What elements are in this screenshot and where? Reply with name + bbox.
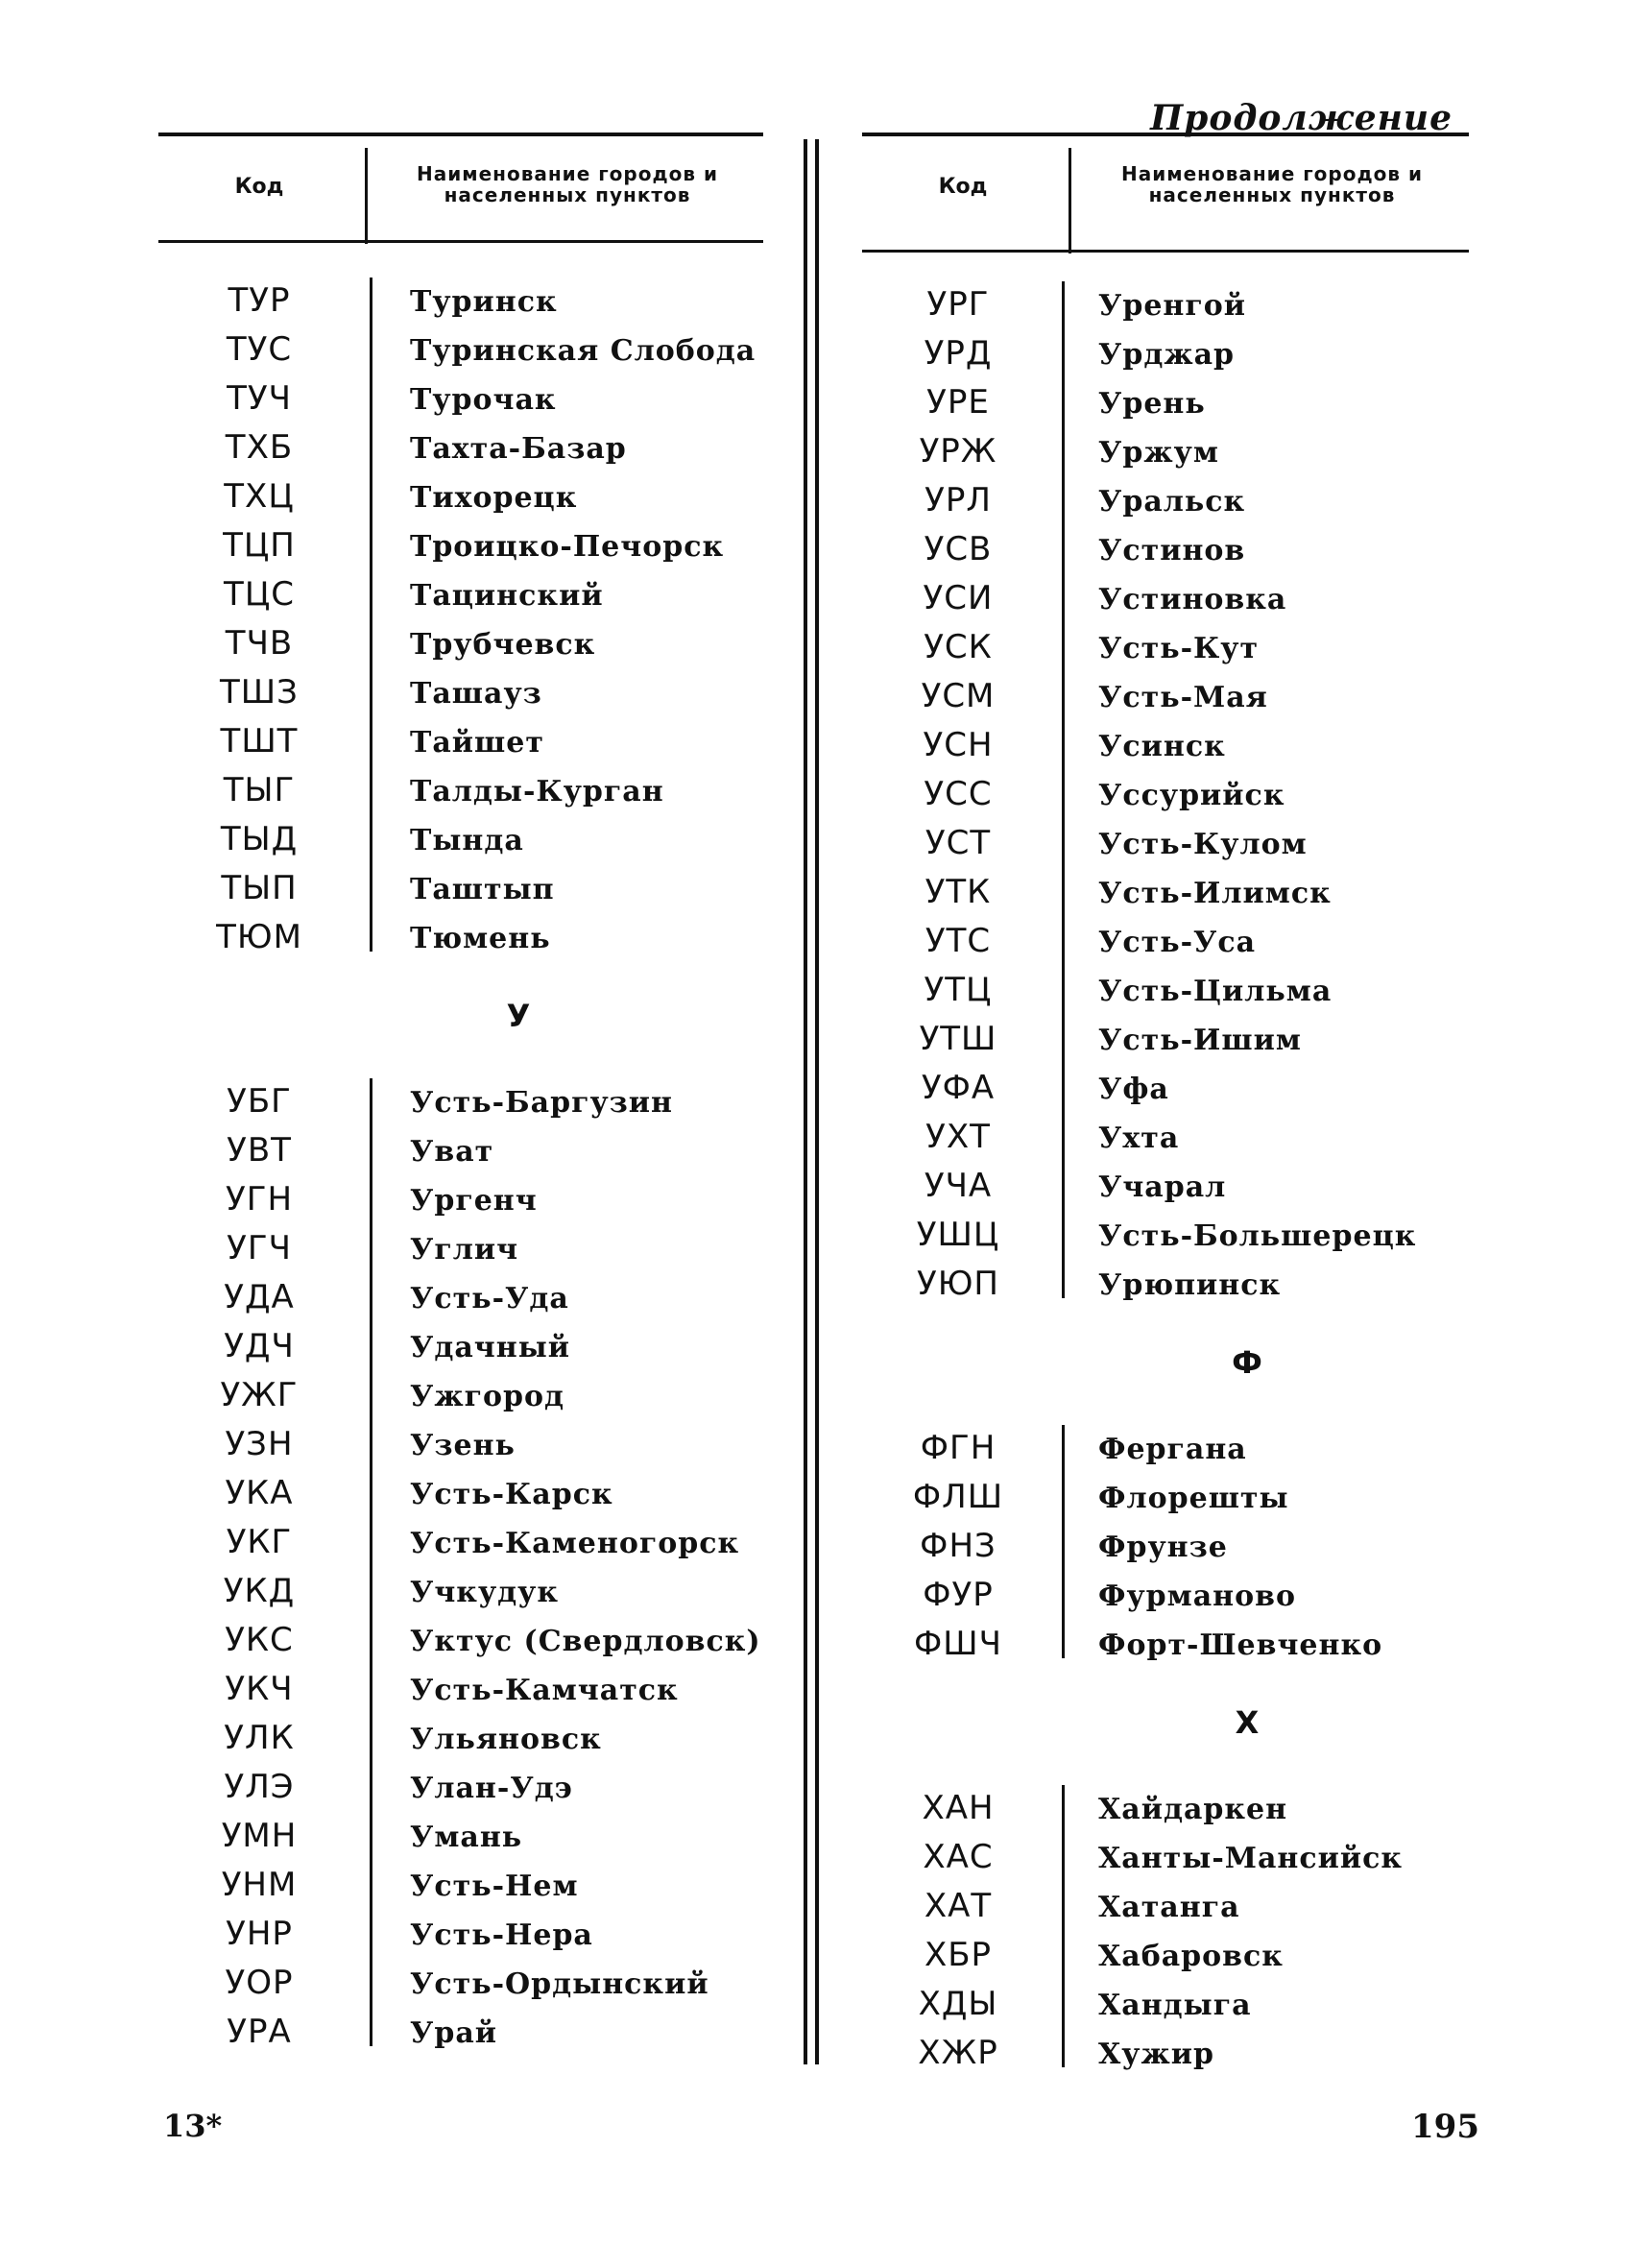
- city-code: УСТ: [925, 824, 992, 862]
- city-code: УКА: [225, 1474, 294, 1512]
- table-row: [158, 1073, 763, 1122]
- table-row: [862, 569, 1469, 618]
- table-row: [862, 1157, 1469, 1206]
- table-row: [158, 1170, 763, 1219]
- city-code: УСМ: [921, 677, 996, 715]
- table-row: [862, 1975, 1469, 2024]
- city-code: ТЫД: [220, 820, 299, 858]
- continuation-label: Продолжение: [1150, 98, 1453, 138]
- table-row: [862, 520, 1469, 569]
- table-row: [158, 761, 763, 810]
- name-header-line2: населенных пунктов: [444, 183, 691, 206]
- table-row: [158, 1122, 763, 1170]
- table-row: [862, 276, 1469, 325]
- city-name: Урень: [1098, 387, 1206, 421]
- city-code: УСС: [924, 775, 993, 813]
- city-code: ТУС: [226, 330, 293, 369]
- city-code: УЧА: [924, 1167, 993, 1205]
- city-name: Трубчевск: [410, 628, 596, 662]
- city-name: Форт-Шевченко: [1098, 1629, 1383, 1662]
- city-name: Хатанга: [1098, 1891, 1240, 1924]
- section-heading: [862, 1304, 1469, 1419]
- city-code: ХЖР: [918, 2034, 998, 2072]
- city-code: ХАС: [923, 1838, 994, 1876]
- table-row: [862, 1877, 1469, 1926]
- city-code: УГН: [225, 1180, 294, 1218]
- city-name: Талды-Курган: [410, 775, 664, 808]
- city-code: УНМ: [221, 1866, 298, 1904]
- city-name: Уктус (Свердловск): [410, 1625, 761, 1658]
- city-code: УСВ: [924, 530, 993, 568]
- table-row: [158, 859, 763, 908]
- section-letter: У: [506, 998, 531, 1034]
- table-row: [862, 1615, 1469, 1664]
- code-column-header: Код: [234, 175, 284, 199]
- table-row: [158, 419, 763, 468]
- city-code: ТУР: [228, 281, 291, 320]
- city-code: УРЖ: [919, 432, 997, 470]
- table-row: [158, 566, 763, 615]
- city-name: Тюмень: [410, 922, 551, 955]
- city-name: Усть-Уса: [1098, 926, 1257, 959]
- left-rows: [158, 243, 763, 2052]
- city-code: ХАТ: [924, 1887, 993, 1925]
- table-row: [862, 667, 1469, 716]
- table-row: [158, 1611, 763, 1660]
- section-letter: Х: [1235, 1704, 1260, 1741]
- table-row: [158, 272, 763, 321]
- city-name: Ташауз: [410, 677, 542, 711]
- city-name: Хужир: [1098, 2038, 1215, 2071]
- table-row: [862, 422, 1469, 471]
- city-code: УКС: [225, 1621, 294, 1659]
- city-name: Усть-Кут: [1098, 632, 1260, 665]
- table-row: [862, 1517, 1469, 1566]
- city-code: ФУР: [923, 1576, 994, 1614]
- city-name: Фурманово: [1098, 1580, 1296, 1613]
- city-code: УЖГ: [220, 1376, 299, 1414]
- city-name: Хабаровск: [1098, 1940, 1284, 1973]
- city-name: Тайшет: [410, 726, 544, 760]
- city-code: УДА: [224, 1278, 295, 1316]
- table-row: [158, 1415, 763, 1464]
- city-code: ХБР: [924, 1936, 993, 1974]
- city-code: УФА: [921, 1069, 996, 1107]
- city-name: Удачный: [410, 1331, 571, 1364]
- city-code: ФНЗ: [920, 1527, 997, 1565]
- table-row: [158, 810, 763, 859]
- table-row: [862, 2024, 1469, 2073]
- city-code: УДЧ: [224, 1327, 295, 1365]
- city-code: ТХЦ: [224, 477, 295, 516]
- city-code: УРГ: [926, 285, 990, 324]
- city-name: Троицко-Печорск: [410, 530, 725, 564]
- entry-group: [158, 1073, 763, 2052]
- table-row: [158, 1219, 763, 1268]
- table-row: [158, 1317, 763, 1366]
- city-code: ТШТ: [220, 722, 299, 760]
- name-column-header: [372, 163, 763, 205]
- code-column-header: Код: [938, 175, 988, 199]
- city-name: Турочак: [410, 383, 557, 417]
- table-row: [862, 863, 1469, 912]
- city-name: Туринск: [410, 285, 558, 319]
- table-row: [158, 664, 763, 712]
- city-name: Усть-Цильма: [1098, 975, 1333, 1008]
- city-name: Урджар: [1098, 338, 1236, 372]
- table-row: [862, 1010, 1469, 1059]
- table-row: [158, 1807, 763, 1856]
- table-row: [862, 1779, 1469, 1828]
- city-name: Ухта: [1098, 1122, 1180, 1155]
- city-code: УТС: [925, 922, 992, 960]
- city-name: Узень: [410, 1429, 516, 1462]
- table-row: [158, 1856, 763, 1905]
- city-code: УРА: [227, 2013, 292, 2051]
- city-name: Ургенч: [410, 1184, 538, 1218]
- signature-mark: 13*: [163, 2108, 223, 2144]
- city-code: ТЫГ: [223, 771, 296, 809]
- city-code: ТЫП: [221, 869, 298, 907]
- city-name: Ханты-Мансийск: [1098, 1842, 1404, 1875]
- table-row: [862, 1468, 1469, 1517]
- section-letter: Ф: [1232, 1344, 1262, 1381]
- city-code: УХТ: [925, 1118, 991, 1156]
- city-code: УМН: [221, 1817, 298, 1855]
- table-row: [862, 1419, 1469, 1468]
- city-code: ФЛШ: [912, 1478, 1004, 1516]
- name-header-line2: населенных пунктов: [1148, 183, 1396, 206]
- city-code: ХДЫ: [918, 1985, 998, 2023]
- city-code: УКД: [223, 1572, 296, 1610]
- city-name: Ульяновск: [410, 1723, 602, 1756]
- table-row: [158, 1905, 763, 1954]
- city-name: Усть-Камчатск: [410, 1674, 679, 1707]
- city-name: Усть-Ордынский: [410, 1967, 709, 2001]
- city-code: УТЦ: [924, 971, 993, 1009]
- city-code: УЮП: [917, 1265, 999, 1303]
- table-row: [158, 1464, 763, 1513]
- table-row: [158, 1366, 763, 1415]
- table-row: [862, 912, 1469, 961]
- table-row: [158, 1709, 763, 1758]
- city-name: Уват: [410, 1135, 494, 1169]
- table-row: [158, 1562, 763, 1611]
- city-code: УЛК: [224, 1719, 295, 1757]
- section-heading: [862, 1664, 1469, 1779]
- entry-group: [158, 272, 763, 957]
- left-column: [158, 133, 763, 2052]
- city-code: УЛЭ: [224, 1768, 295, 1806]
- city-code: УОР: [225, 1964, 294, 2002]
- name-column-header: [1075, 163, 1469, 205]
- table-row: [158, 321, 763, 370]
- city-name: Уренгой: [1098, 289, 1247, 323]
- table-row: [862, 1926, 1469, 1975]
- city-name: Флорешты: [1098, 1482, 1289, 1515]
- city-name: Усть-Илимск: [1098, 877, 1332, 910]
- table-row: [158, 517, 763, 566]
- city-code: ХАН: [922, 1789, 995, 1827]
- header-divider: [365, 148, 368, 244]
- city-name: Тихорецк: [410, 481, 578, 515]
- entry-group: [862, 276, 1469, 1304]
- city-name: Хайдаркен: [1098, 1793, 1288, 1826]
- entry-group: [862, 1779, 1469, 2073]
- city-code: ТУЧ: [227, 379, 292, 418]
- city-name: Усть-Баргузин: [410, 1086, 674, 1120]
- city-code: ТХБ: [225, 428, 294, 467]
- table-row: [158, 1268, 763, 1317]
- table-row: [158, 1954, 763, 2003]
- city-name: Тында: [410, 824, 524, 857]
- table-row: [158, 1513, 763, 1562]
- city-name: Уссурийск: [1098, 779, 1285, 812]
- table-row: [862, 325, 1469, 374]
- section-heading: [158, 957, 763, 1073]
- table-row: [158, 712, 763, 761]
- city-name: Тацинский: [410, 579, 604, 613]
- table-row: [862, 1255, 1469, 1304]
- city-code: УТШ: [919, 1020, 997, 1058]
- city-name: Усинск: [1098, 730, 1226, 763]
- city-name: Улан-Удэ: [410, 1772, 573, 1805]
- city-code: УСК: [924, 628, 993, 666]
- table-row: [158, 370, 763, 419]
- city-code: ТЦС: [224, 575, 295, 614]
- city-name: Усть-Нера: [410, 1918, 593, 1952]
- city-code: УКГ: [226, 1523, 293, 1561]
- city-name: Усть-Уда: [410, 1282, 569, 1315]
- city-code: ТШЗ: [220, 673, 299, 712]
- city-name: Ужгород: [410, 1380, 565, 1413]
- city-code: УТК: [925, 873, 992, 911]
- city-name: Урай: [410, 2016, 498, 2050]
- table-row: [862, 374, 1469, 422]
- city-name: Усть-Большерецк: [1098, 1219, 1417, 1253]
- city-code: УРЕ: [926, 383, 990, 422]
- city-code: УСН: [923, 726, 994, 764]
- city-name: Тахта-Базар: [410, 432, 627, 466]
- city-name: Уржум: [1098, 436, 1219, 470]
- table-row: [862, 814, 1469, 863]
- table-row: [862, 1059, 1469, 1108]
- city-name: Устинов: [1098, 534, 1246, 567]
- city-name: Хандыга: [1098, 1989, 1252, 2022]
- table-row: [158, 615, 763, 664]
- city-name: Урюпинск: [1098, 1268, 1282, 1302]
- table-header: [158, 133, 763, 243]
- city-name: Умань: [410, 1821, 523, 1854]
- city-code: УКЧ: [225, 1670, 294, 1708]
- city-name: Уфа: [1098, 1073, 1169, 1106]
- city-code: ТЦП: [223, 526, 296, 565]
- city-name: Углич: [410, 1233, 519, 1267]
- city-code: ФШЧ: [914, 1625, 1002, 1663]
- city-code: УГЧ: [227, 1229, 292, 1267]
- table-row: [158, 1758, 763, 1807]
- city-name: Усть-Карск: [410, 1478, 613, 1511]
- table-row: [862, 716, 1469, 765]
- city-code: ТЮМ: [216, 918, 302, 956]
- city-name: Усть-Каменогорск: [410, 1527, 740, 1560]
- city-name: Уральск: [1098, 485, 1246, 519]
- name-header-line1: Наименование городов и: [1120, 162, 1423, 185]
- name-header-line1: Наименование городов и: [416, 162, 718, 185]
- city-code: УСИ: [923, 579, 994, 617]
- column-divider-left: [804, 139, 807, 2064]
- city-code: УЗН: [225, 1425, 294, 1463]
- right-column: [862, 133, 1469, 2073]
- city-name: Усть-Нем: [410, 1870, 579, 1903]
- city-code: УРД: [924, 334, 993, 373]
- city-name: Таштып: [410, 873, 555, 906]
- header-divider: [1069, 148, 1071, 253]
- table-row: [158, 468, 763, 517]
- table-row: [158, 908, 763, 957]
- city-code: УРЛ: [925, 481, 992, 519]
- city-name: Учкудук: [410, 1576, 560, 1609]
- city-name: Усть-Мая: [1098, 681, 1268, 714]
- table-row: [862, 1206, 1469, 1255]
- table-row: [862, 765, 1469, 814]
- city-name: Фрунзе: [1098, 1531, 1228, 1564]
- table-row: [862, 1828, 1469, 1877]
- city-name: Устиновка: [1098, 583, 1287, 616]
- city-code: УВТ: [227, 1131, 292, 1170]
- right-rows: [862, 253, 1469, 2073]
- city-code: ТЧВ: [225, 624, 294, 663]
- table-row: [862, 1566, 1469, 1615]
- city-name: Усть-Кулом: [1098, 828, 1308, 861]
- city-code: УНР: [226, 1915, 293, 1953]
- entry-group: [862, 1419, 1469, 1664]
- table-row: [158, 2003, 763, 2052]
- table-row: [862, 618, 1469, 667]
- table-header: [862, 133, 1469, 253]
- city-code: ФГН: [920, 1429, 997, 1467]
- city-name: Туринская Слобода: [410, 334, 756, 368]
- city-code: УБГ: [227, 1082, 292, 1121]
- city-name: Усть-Ишим: [1098, 1024, 1302, 1057]
- city-name: Фергана: [1098, 1433, 1247, 1466]
- table-row: [862, 1108, 1469, 1157]
- column-divider-right: [815, 139, 819, 2064]
- table-row: [862, 961, 1469, 1010]
- table-row: [158, 1660, 763, 1709]
- table-row: [862, 471, 1469, 520]
- city-code: УШЦ: [916, 1216, 1000, 1254]
- city-name: Учарал: [1098, 1170, 1227, 1204]
- page-number: 195: [1411, 2108, 1479, 2146]
